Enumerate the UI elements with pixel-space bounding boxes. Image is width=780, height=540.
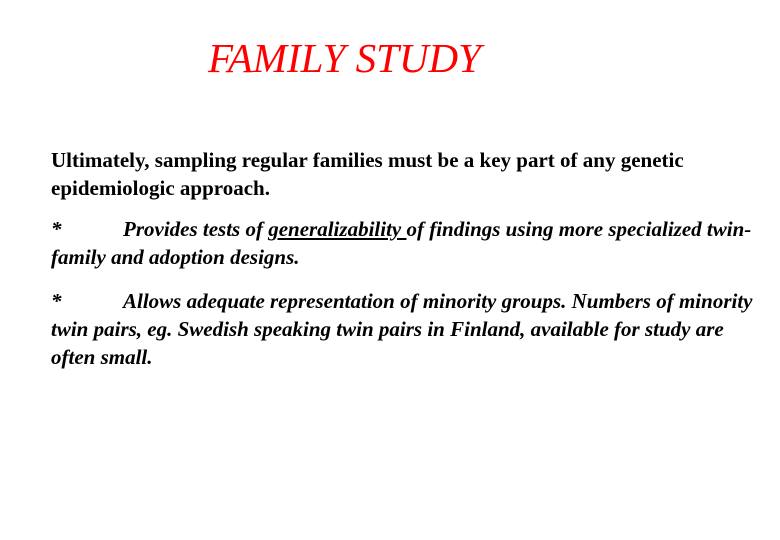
bullet-text: Allows adequate representation of minority groups. Numbers of minority twin pairs, eg. Swedish speaking twin pairs in Finland, available for study are often small.: [51, 289, 753, 369]
intro-paragraph: Ultimately, sampling regular families must be a key part of any genetic epidemiologic approach.: [51, 148, 684, 200]
bullet-generalizability: [51, 215, 771, 271]
generalizability-term: generalizability: [268, 217, 407, 241]
bullet-marker: *: [51, 217, 62, 241]
bullet-text-after: of findings using more specialized twin-family and adoption designs.: [51, 217, 752, 269]
bullet-text-before: Provides tests of: [123, 217, 269, 241]
slide-title: FAMILY STUDY: [208, 35, 481, 81]
bullet-minority-groups: [51, 287, 771, 371]
bullet-marker: *: [51, 289, 62, 313]
